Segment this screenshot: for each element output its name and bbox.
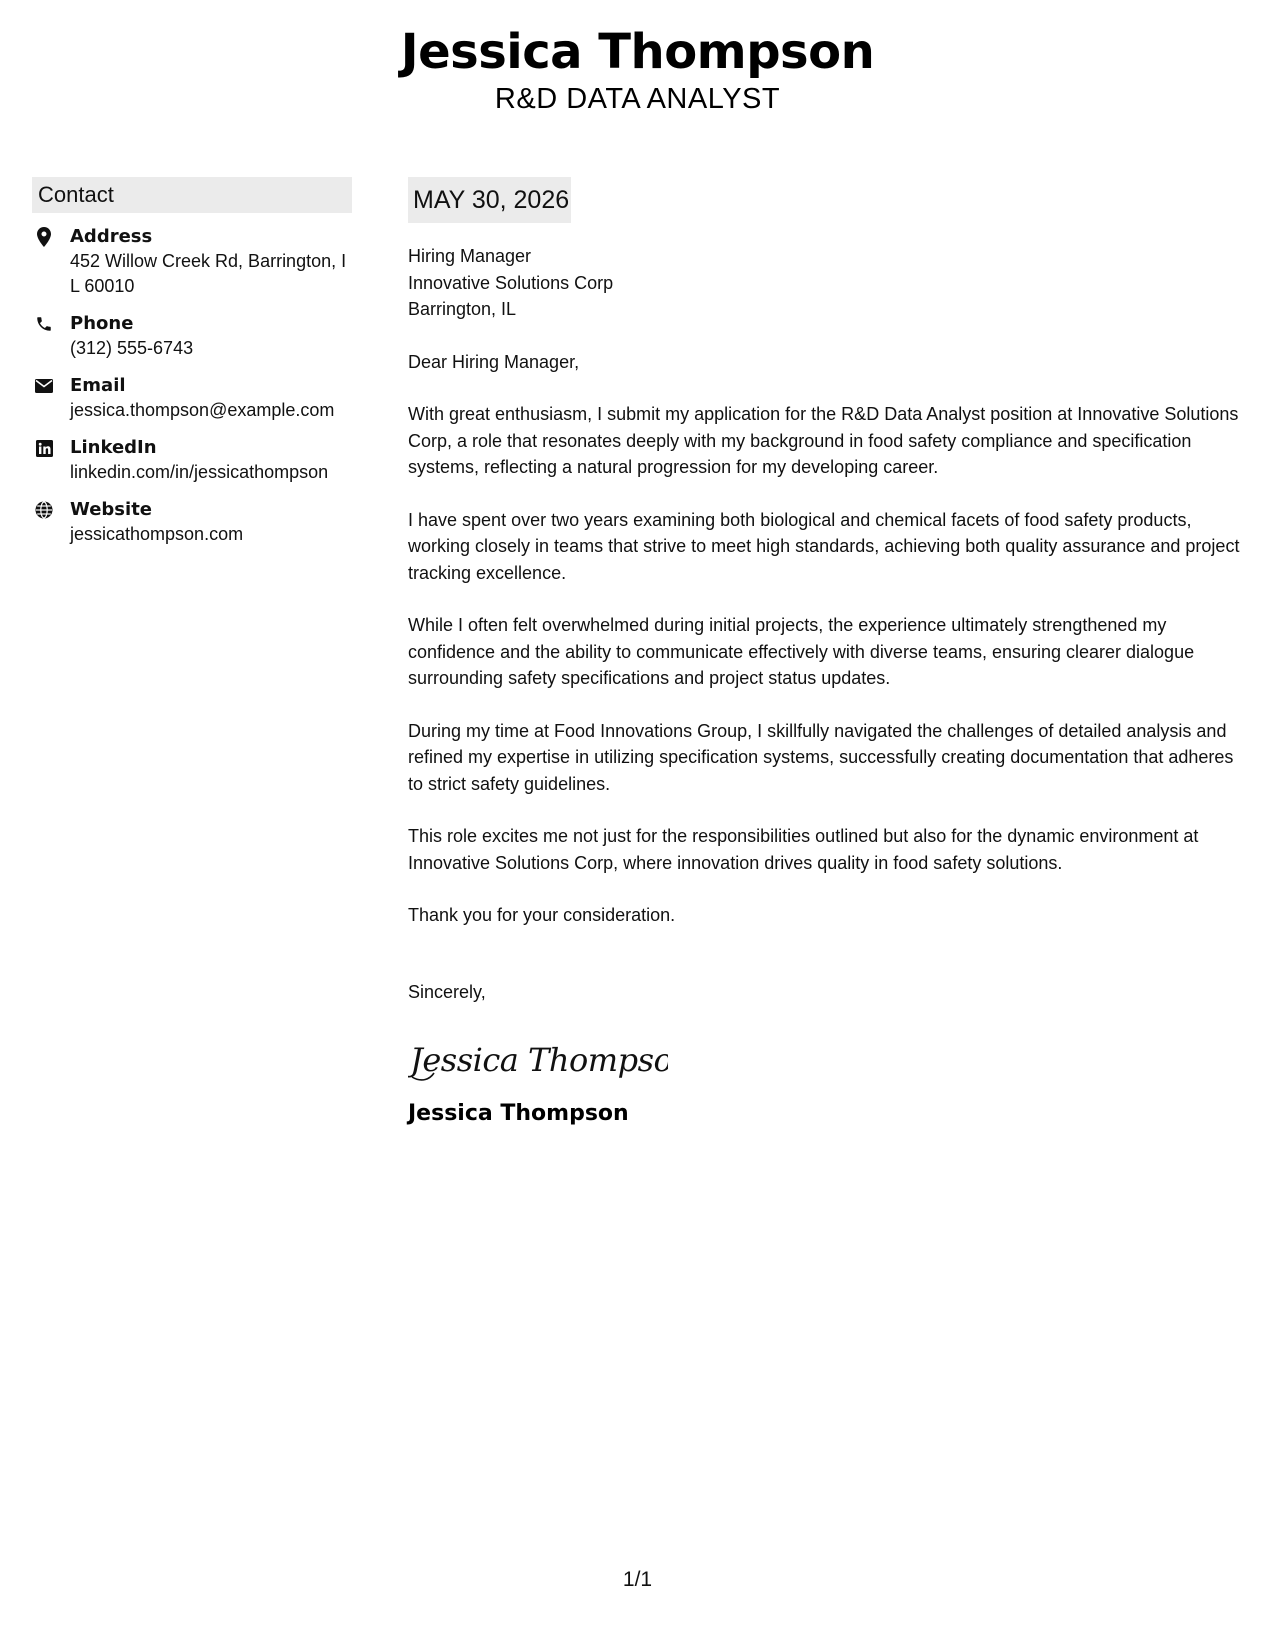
contact-list [32, 225, 352, 547]
body-paragraph: Thank you for your consideration. [408, 905, 676, 925]
applicant-role: R&D DATA ANALYST [494, 83, 781, 115]
body-paragraph: I have spent over two years examining both biological and chemical facets of food safety products, working closely in teams that strive to meet high standards, achieving both quality assurance and project tracking excellence. [408, 509, 1240, 583]
contact-label: Website [70, 499, 153, 520]
contact-item-email [32, 374, 352, 423]
contact-value: linkedin.com/in/jessicathompson [70, 462, 329, 482]
contact-label: Address [70, 226, 153, 247]
contact-label: LinkedIn [70, 437, 157, 458]
closing: Sincerely, [408, 981, 486, 1002]
contact-item-linkedin [32, 436, 352, 485]
recipient-line: Barrington, IL [408, 299, 517, 319]
envelope-icon [34, 376, 54, 396]
recipient-line: Hiring Manager [408, 246, 532, 266]
body-paragraph: During my time at Food Innovations Group, I skillfully navigated the challenges of detailed analysis and refined my expertise in utilizing specification systems, successfully creating documentation that adheres to strict safety guidelines. [408, 720, 1234, 794]
page-number: 1/1 [622, 1568, 653, 1591]
globe-icon [34, 500, 54, 520]
recipient-line: Innovative Solutions Corp [408, 272, 614, 293]
letter-header [0, 22, 1275, 116]
contact-heading: Contact [32, 177, 352, 213]
contact-label: Phone [70, 313, 134, 334]
recipient-block [408, 243, 1248, 323]
contact-item-address [32, 225, 352, 299]
contact-value: (312) 555-6743 [70, 338, 194, 358]
body-paragraph: This role excites me not just for the responsibilities outlined but also for the dynamic environment at Innovative Solutions Corp, where innovation drives quality in food safety solutions. [408, 826, 1199, 873]
letter-body [408, 177, 1248, 1129]
salutation: Dear Hiring Manager, [408, 351, 580, 372]
handwritten-signature [408, 1027, 1248, 1087]
contact-item-phone [32, 312, 352, 361]
body-paragraph: With great enthusiasm, I submit my application for the R&D Data Analyst position at Innovative Solutions Corp, a role that resonates deeply with my background in food safety compliance and specification systems, reflecting a natural progression for my developing career. [408, 404, 1239, 477]
contact-value: 452 Willow Creek Rd, Barrington, IL 60010 [70, 251, 347, 296]
svg-text:Jessica Thompson: Jessica Thompson [410, 1041, 668, 1079]
contact-item-website [32, 498, 352, 547]
contact-value: jessica.thompson@example.com [70, 400, 335, 420]
map-pin-icon [34, 227, 54, 247]
phone-icon [34, 314, 54, 334]
linkedin-icon [34, 438, 54, 458]
signer-name: Jessica Thompson [408, 1101, 629, 1126]
body-paragraph: While I often felt overwhelmed during initial projects, the experience ultimately strengthened my confidence and the ability to communicate effectively with diverse teams, ensuring clearer dialogue surrounding safety specifications and project status updates. [408, 615, 1195, 688]
contact-label: Email [70, 375, 126, 396]
contact-value: jessicathompson.com [70, 524, 244, 544]
applicant-name: Jessica Thompson [400, 24, 875, 80]
letter-date: MAY 30, 2026 [408, 177, 571, 223]
contact-sidebar [32, 177, 352, 560]
signature-image [408, 1027, 668, 1087]
